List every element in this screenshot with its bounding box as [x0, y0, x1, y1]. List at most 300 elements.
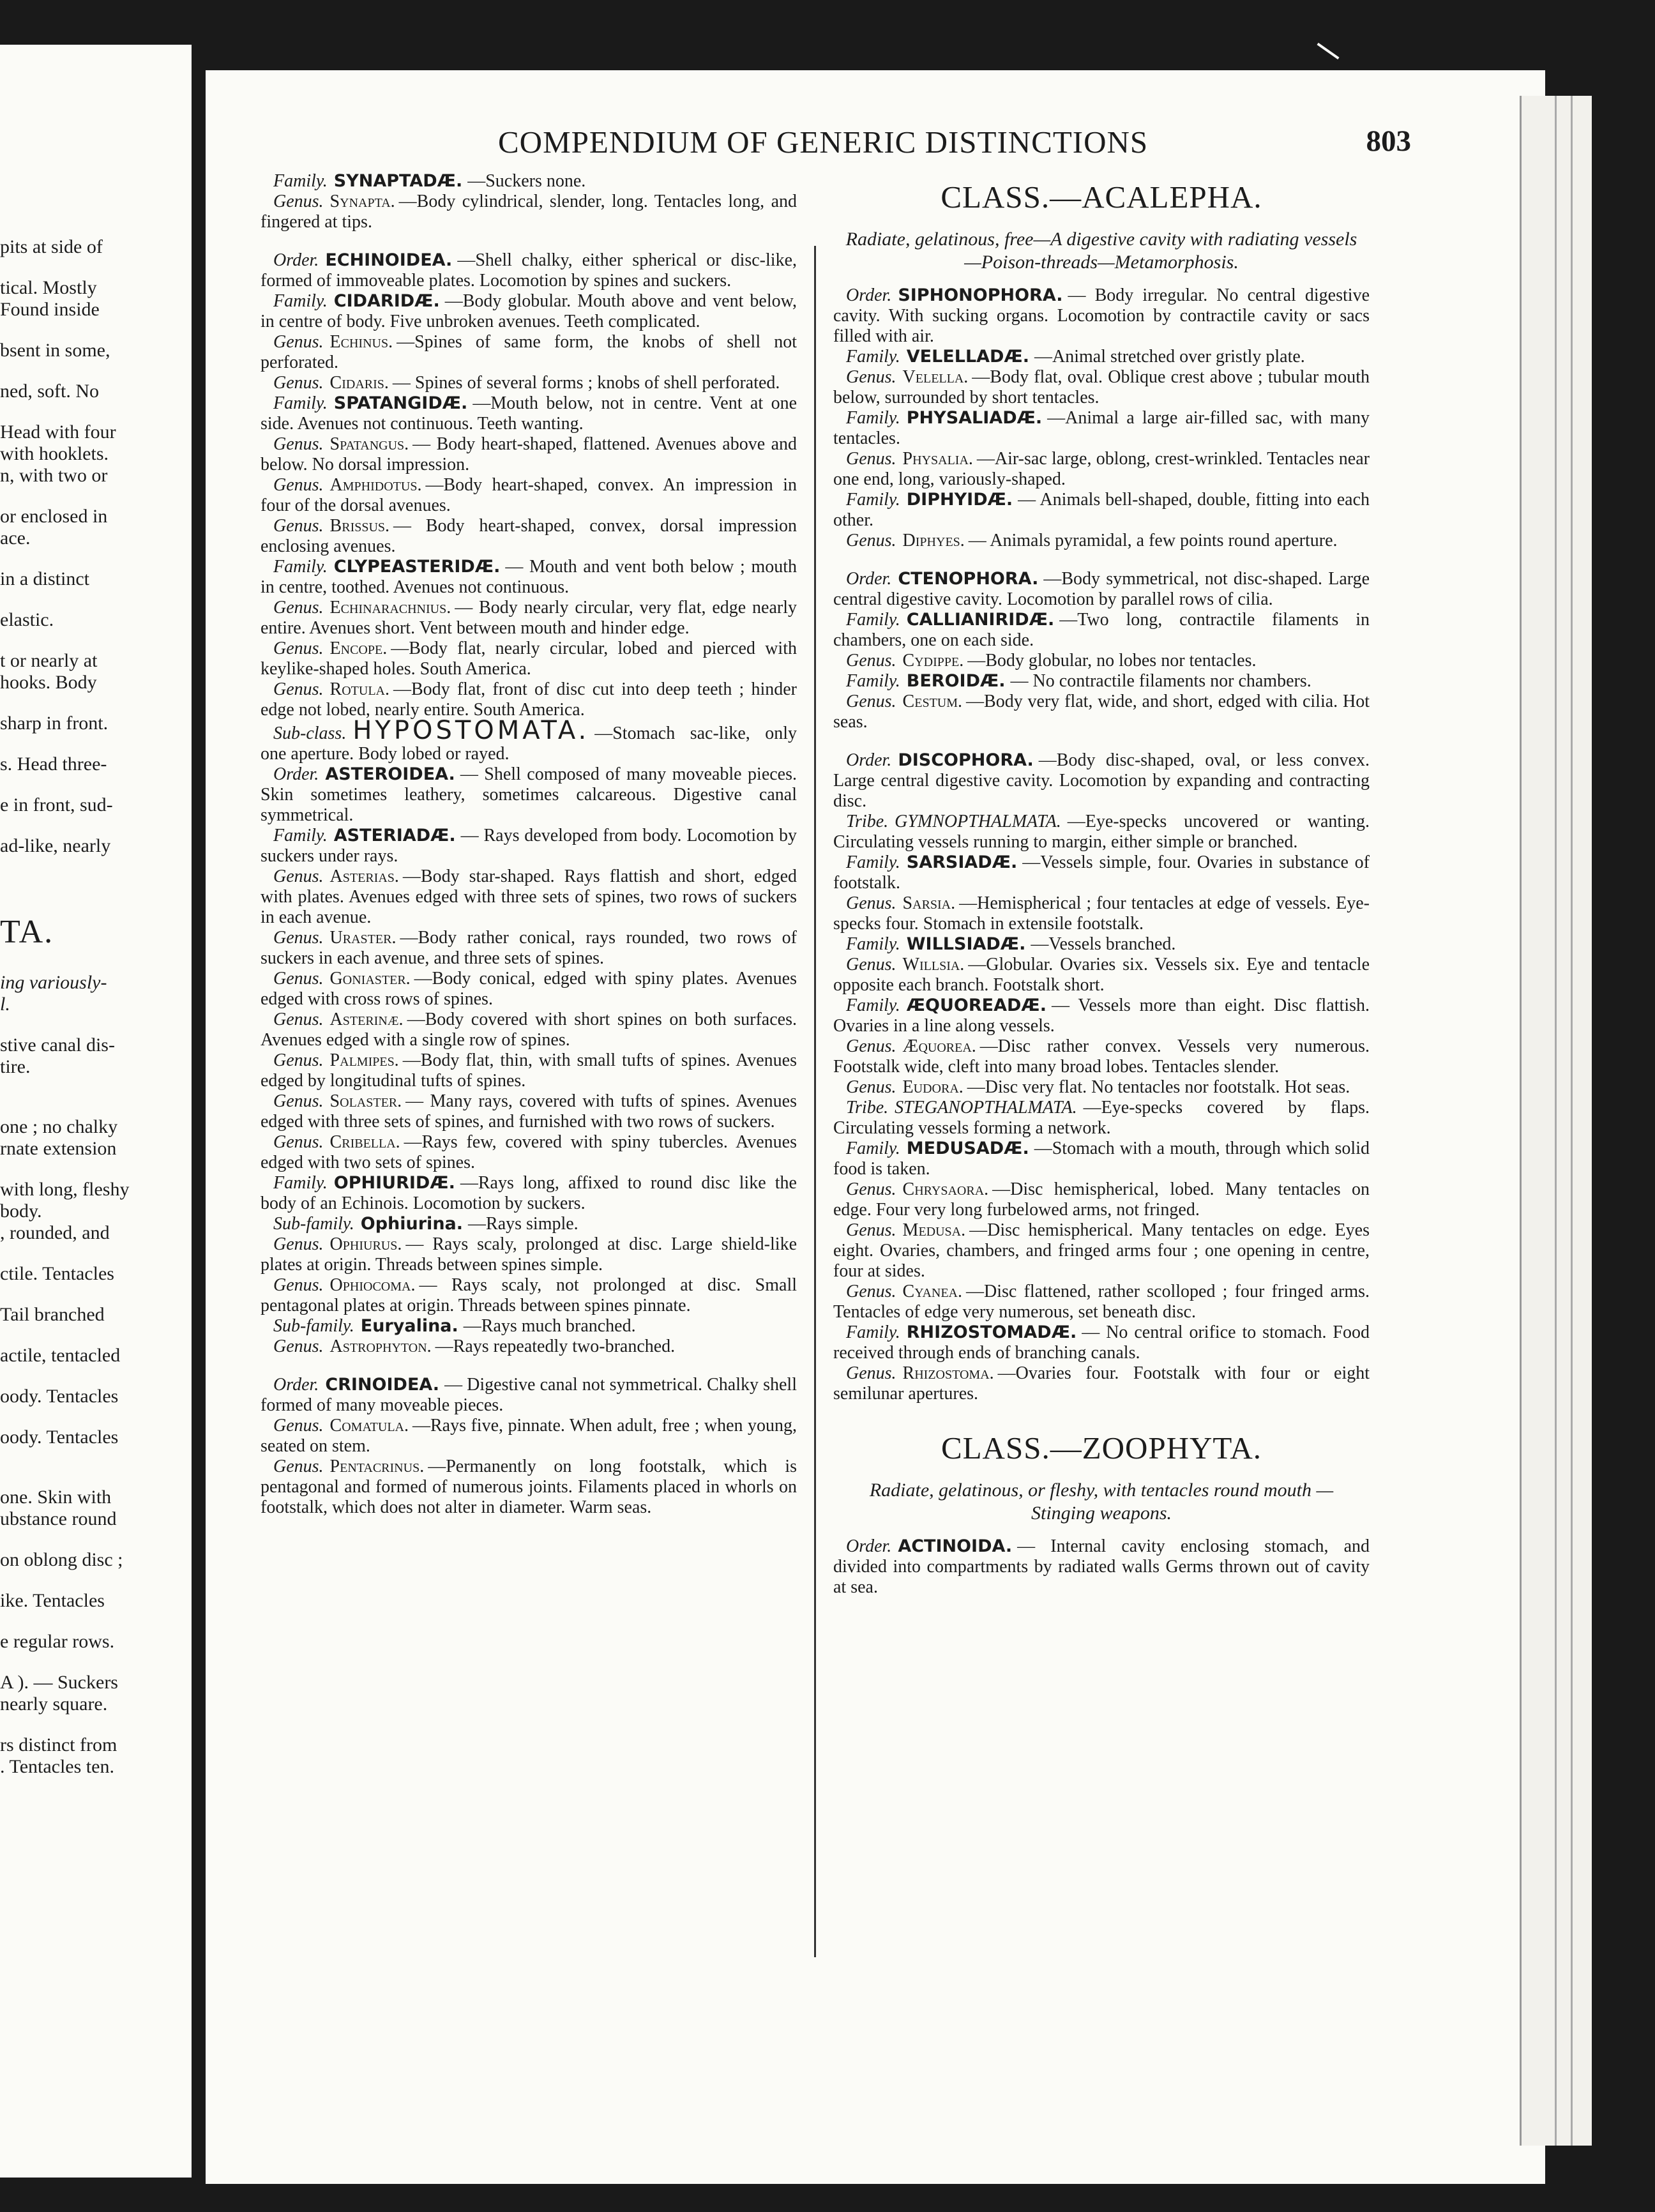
taxon-entry: [261, 969, 797, 1010]
genus-name: Cydippe.: [902, 651, 964, 670]
description-text: — Mouth and vent both below ; mouth in centre, toothed. Avenues not continuous.: [261, 557, 797, 597]
description-text: —Body symmetrical, not disc-shaped. Large central digestive cavity. Locomotion by parallel rows of cilia.: [833, 569, 1370, 609]
rank-label: Tribe.: [846, 812, 889, 831]
taxon-entry: [261, 250, 797, 291]
rank-label: Order.: [846, 285, 892, 305]
facing-page-text: t or nearly at: [0, 650, 98, 671]
genus-name: Comatula.: [329, 1416, 409, 1436]
facing-page-text: on oblong disc ;: [0, 1549, 123, 1570]
taxon-entry: [261, 373, 797, 393]
description-text: —Body flat, oval. Oblique crest above ; tubular mouth below, surrounded by short tentacles.: [833, 367, 1370, 407]
genus-name: Goniaster.: [329, 969, 411, 989]
facing-page-text: bsent in some,: [0, 340, 110, 361]
description-text: —Disc hemispherical. Many tentacles on edge. Eyes eight. Ovaries, chambers, and fringed arms four ; one opening in centre, four at sides.: [833, 1220, 1370, 1281]
description-text: —Body globular, no lobes nor tentacles.: [967, 651, 1257, 670]
genus-name: Encope.: [329, 639, 388, 658]
taxon-entry: [261, 516, 797, 557]
taxon-name: CTENOPHORA.: [898, 569, 1039, 589]
rank-label: Genus.: [846, 1179, 896, 1199]
taxon-name: ASTEROIDEA.: [325, 764, 455, 784]
tribe-name: STEGANOPTHALMATA.: [895, 1098, 1077, 1117]
description-text: —Permanently on long footstalk, which is pentagonal and formed of numerous joints. Filaments placed in whorls on footstalk, which does not alter in diameter. Warm seas.: [261, 1457, 797, 1517]
taxon-name: MEDUSADÆ.: [906, 1139, 1029, 1158]
right-column: [833, 171, 1370, 1959]
description-text: —Disc hemispherical, lobed. Many tentacles on edge. Four very long furbelowed arms, not fringed.: [833, 1179, 1370, 1220]
taxon-name: Ophiurina.: [360, 1214, 464, 1234]
rank-label: Genus.: [846, 531, 896, 550]
section-gap: [833, 1404, 1370, 1422]
rank-label: Genus.: [846, 1077, 896, 1097]
taxon-name: DISCOPHORA.: [898, 750, 1034, 770]
taxon-entry: [261, 1050, 797, 1091]
taxon-entry: [261, 1234, 797, 1275]
rank-label: Genus.: [273, 516, 324, 536]
taxon-entry: [833, 852, 1370, 893]
facing-page-text: ike. Tentacles: [0, 1590, 105, 1611]
rank-label: Genus.: [273, 1416, 324, 1436]
description-text: —Globular. Ovaries six. Vessels six. Eye and tentacle opposite each branch. Footstalk short.: [833, 955, 1370, 995]
page-edge-line: [1555, 96, 1557, 2146]
genus-name: Willsia.: [902, 955, 965, 974]
genus-name: Asterias.: [329, 867, 399, 886]
description-text: — Rays scaly, not prolonged at disc. Small pentagonal plates at origin. Threads between spines pinnate.: [261, 1275, 797, 1315]
facing-page-text: ad-like, nearly: [0, 835, 111, 856]
description-text: —Disc rather convex. Vessels very numerous. Footstalk wide, cleft into many broad lobes. Tentacles slender.: [833, 1036, 1370, 1077]
rank-label: Family.: [846, 347, 900, 367]
taxon-name: SARSIADÆ.: [906, 852, 1018, 872]
taxon-name: CIDARIDÆ.: [333, 291, 440, 311]
taxon-name: ECHINOIDEA.: [325, 250, 453, 270]
rank-label: Genus.: [846, 1363, 896, 1383]
facing-page-text: rnate extension: [0, 1138, 117, 1159]
facing-page-text: one ; no chalky: [0, 1116, 118, 1137]
taxon-entry: [261, 171, 797, 192]
genus-name: Solaster.: [329, 1091, 402, 1111]
genus-name: Ophiurus.: [329, 1234, 402, 1254]
facing-page-text: tire.: [0, 1056, 31, 1077]
taxon-entry: [261, 826, 797, 867]
rank-label: Order.: [273, 250, 319, 270]
description-text: —Stomach with a mouth, through which solid food is taken.: [833, 1139, 1370, 1179]
description-text: — Rays developed from body. Locomotion by suckers under rays.: [261, 826, 797, 866]
genus-name: Echinarachnius.: [329, 598, 451, 617]
description-text: —Rays few, covered with spiny tubercles. Avenues edged with two sets of spines.: [261, 1132, 797, 1172]
description-text: —Body flat, thin, with small tufts of spines. Avenues edged by longitudinal tufts of spines.: [261, 1050, 797, 1091]
class-heading: CLASS.—ACALEPHA.: [941, 179, 1262, 215]
taxon-entry: [261, 192, 797, 232]
rank-label: Genus.: [846, 651, 896, 670]
rank-label: Genus.: [273, 475, 324, 495]
rank-label: Genus.: [273, 373, 324, 393]
taxon-entry: [261, 1375, 797, 1416]
rank-label: Genus.: [273, 1132, 324, 1152]
description-text: —Disc very flat. No tentacles nor footstalk. Hot seas.: [967, 1077, 1350, 1097]
description-text: —Vessels simple, four. Ovaries in substance of footstalk.: [833, 852, 1370, 893]
rank-label: Family.: [273, 291, 328, 311]
class-heading: CLASS.—ZOOPHYTA.: [941, 1430, 1262, 1466]
facing-page-text: in a distinct: [0, 568, 89, 589]
genus-name: Uraster.: [329, 928, 397, 948]
rank-label: Genus.: [273, 1234, 324, 1254]
taxon-entry: [261, 867, 797, 928]
taxon-entry: [833, 569, 1370, 610]
rank-label: Order.: [846, 1536, 892, 1556]
rank-label: Genus.: [846, 692, 896, 711]
rank-label: Genus.: [273, 1275, 324, 1295]
facing-page-text: ubstance round: [0, 1508, 117, 1529]
description-text: —Shell chalky, either spherical or disc-like, formed of immoveable plates. Locomotion by spines and suckers.: [261, 250, 797, 291]
taxon-name: CALLIANIRIDÆ.: [906, 610, 1055, 630]
description-text: —Rays much branched.: [463, 1316, 636, 1336]
rank-label: Family.: [846, 1139, 900, 1158]
rank-label: Order.: [846, 750, 892, 770]
genus-name: Brissus.: [329, 516, 390, 536]
facing-page-text: ned, soft. No: [0, 381, 99, 402]
taxon-entry: [833, 1098, 1370, 1139]
rank-label: Genus.: [846, 893, 896, 913]
genus-name: Pentacrinus.: [329, 1457, 425, 1476]
facing-page-text: n, with two or: [0, 465, 108, 486]
scan-mark: [322, 0, 328, 26]
taxon-name: RHIZOSTOMADÆ.: [906, 1322, 1077, 1342]
rank-label: Family.: [846, 610, 900, 630]
genus-name: Physalia.: [902, 449, 973, 469]
facing-page-text: . Tentacles ten.: [0, 1756, 114, 1777]
description-text: —Spines of same form, the knobs of shell not perforated.: [261, 332, 797, 372]
genus-name: Synapta.: [329, 192, 395, 211]
page-edge-line: [1571, 96, 1573, 2146]
description-text: — Internal cavity enclosing stomach, and divided into compartments by radiated walls Germs thrown out of cavity at sea.: [833, 1536, 1370, 1597]
section-gap: [261, 1357, 797, 1375]
facing-page-text: s. Head three-: [0, 754, 107, 775]
description-text: — Vessels more than eight. Disc flattish. Ovaries in a line along vessels.: [833, 996, 1370, 1036]
taxon-entry: [833, 408, 1370, 449]
taxon-name: BEROIDÆ.: [906, 671, 1006, 691]
rank-label: Order.: [273, 1375, 319, 1395]
facing-page-text: ctile. Tentacles: [0, 1263, 114, 1284]
genus-name: Astrophyton.: [329, 1337, 432, 1356]
description-text: —Disc flattened, rather scolloped ; four fringed arms. Tentacles of edge very numerous, set beneath disc.: [833, 1282, 1370, 1322]
rank-label: Family.: [846, 490, 900, 510]
description-text: —Body rather conical, rays rounded, two rows of suckers in each avenue, and three sets of spines.: [261, 928, 797, 968]
section-gap: [261, 232, 797, 250]
column-rule: [814, 246, 816, 1957]
rank-label: Family.: [273, 1173, 328, 1193]
description-text: —Body covered with short spines on both surfaces. Avenues edged with a single row of spines.: [261, 1010, 797, 1050]
taxon-entry: [833, 490, 1370, 531]
taxon-entry: [261, 1416, 797, 1457]
page-number: 803: [1366, 125, 1411, 158]
rank-label: Genus.: [846, 1220, 896, 1240]
taxon-entry: [833, 651, 1370, 671]
genus-name: Cestum.: [902, 692, 963, 711]
description-text: —Rays repeatedly two-branched.: [435, 1337, 676, 1356]
facing-page-text: e regular rows.: [0, 1631, 115, 1652]
taxon-name: DIPHYIDÆ.: [906, 490, 1013, 510]
description-text: — Shell composed of many moveable pieces. Skin sometimes leathery, sometimes calcareous. Digestive canal symmetrical.: [261, 764, 797, 825]
description-text: —Body star-shaped. Rays flattish and short, edged with plates. Avenues edged with three sets of spines, two rows of suckers in each avenue.: [261, 867, 797, 927]
rank-label: Genus.: [273, 1337, 324, 1356]
taxon-entry: [833, 955, 1370, 996]
facing-page-text: , rounded, and: [0, 1222, 110, 1243]
rank-label: Genus.: [273, 1050, 324, 1070]
taxon-entry: [261, 716, 797, 764]
rank-label: Genus.: [846, 955, 896, 974]
taxon-name: ASTERIADÆ.: [333, 826, 456, 845]
taxon-entry: [833, 1322, 1370, 1363]
description-text: —Body very flat, wide, and short, edged with cilia. Hot seas.: [833, 692, 1370, 732]
facing-page-text: pits at side of: [0, 236, 103, 257]
facing-page-text: e in front, sud-: [0, 794, 113, 815]
description-text: —Hemispherical ; four tentacles at edge of vessels. Eye-specks four. Stomach in extensile footstalk.: [833, 893, 1370, 934]
rank-label: Genus.: [273, 332, 324, 352]
rank-label: Genus.: [846, 449, 896, 469]
description-text: — Spines of several forms ; knobs of shell perforated.: [392, 373, 780, 393]
taxon-entry: [833, 996, 1370, 1036]
description-text: — Body irregular. No central digestive cavity. With sucking organs. Locomotion by contractile cavity or sacs filled with air.: [833, 285, 1370, 346]
running-title: COMPENDIUM OF GENERIC DISTINCTIONS: [498, 125, 1149, 160]
taxon-entry: [833, 1077, 1370, 1098]
facing-page-text: one. Skin with: [0, 1487, 112, 1508]
taxon-name: VELELLADÆ.: [906, 347, 1030, 367]
rank-label: Sub-class.: [273, 723, 347, 743]
description-text: —Body flat, nearly circular, lobed and pierced with keylike-shaped holes. South America.: [261, 639, 797, 679]
description-text: —Eye-specks uncovered or wanting. Circulating vessels running to margin, either simple or branched.: [833, 812, 1370, 852]
description-text: — No contractile filaments nor chambers.: [1010, 671, 1311, 691]
description-text: —Eye-specks covered by flaps. Circulating vessels forming a network.: [833, 1098, 1370, 1138]
taxon-entry: [261, 291, 797, 332]
taxon-entry: [833, 812, 1370, 852]
description-text: — Rays scaly, prolonged at disc. Large shield-like plates at origin. Threads between spines simple.: [261, 1234, 797, 1275]
taxon-entry: [833, 893, 1370, 934]
genus-name: Rotula.: [329, 679, 389, 699]
taxon-entry: [261, 393, 797, 434]
taxon-entry: [261, 557, 797, 598]
description-text: —Body disc-shaped, oval, or less convex. Large central digestive cavity. Locomotion by expanding and contracting disc.: [833, 750, 1370, 811]
description-text: — Digestive canal not symmetrical. Chalky shell formed of many moveable pieces.: [261, 1375, 797, 1415]
description-text: —Suckers none.: [467, 171, 586, 191]
taxon-entry: [261, 1173, 797, 1214]
description-text: —Two long, contractile filaments in chambers, one on each side.: [833, 610, 1370, 650]
genus-name: Medusa.: [902, 1220, 966, 1240]
rank-label: Genus.: [846, 367, 896, 387]
facing-page-text: Found inside: [0, 299, 100, 320]
rank-label: Genus.: [273, 192, 324, 211]
facing-page-text: with long, fleshy: [0, 1179, 130, 1200]
facing-page-text: rs distinct from: [0, 1734, 117, 1755]
facing-page-text: stive canal dis-: [0, 1034, 115, 1056]
description-text: —Rays five, pinnate. When adult, free ; when young, seated on stem.: [261, 1416, 797, 1456]
taxon-entry: [261, 1275, 797, 1316]
taxon-name: ACTINOIDA.: [898, 1536, 1013, 1556]
rank-label: Order.: [273, 764, 319, 784]
rank-label: Sub-family.: [273, 1214, 354, 1234]
section-gap: [833, 551, 1370, 569]
taxon-entry: [833, 1139, 1370, 1179]
genus-name: Cribella.: [329, 1132, 400, 1152]
taxon-entry: [833, 1363, 1370, 1404]
rank-label: Genus.: [273, 639, 324, 658]
facing-page-text: ace.: [0, 527, 31, 549]
taxon-entry: [833, 1220, 1370, 1282]
facing-page-text: nearly square.: [0, 1693, 108, 1715]
running-head: [294, 119, 1411, 167]
taxon-entry: [261, 475, 797, 516]
scan-mark: [1317, 43, 1339, 59]
taxon-entry: [833, 1036, 1370, 1077]
genus-name: Amphidotus.: [329, 475, 422, 495]
rank-label: Genus.: [273, 679, 324, 699]
taxon-entry: [261, 639, 797, 679]
rank-label: Genus.: [273, 928, 324, 948]
rank-label: Tribe.: [846, 1098, 889, 1117]
taxon-name: CRINOIDEA.: [325, 1375, 440, 1395]
rank-label: Family.: [273, 826, 328, 845]
facing-page-text: hooks. Body: [0, 672, 97, 693]
taxon-name: ÆQUOREADÆ.: [906, 996, 1047, 1015]
description-text: —Rays long, affixed to round disc like the body of an Echinois. Locomotion by suckers.: [261, 1173, 797, 1213]
taxon-name: PHYSALIADÆ.: [906, 408, 1043, 428]
description-text: — Animals bell-shaped, double, fitting into each other.: [833, 490, 1370, 530]
rank-label: Genus.: [273, 598, 324, 617]
taxon-entry: [261, 1457, 797, 1518]
taxon-entry: [833, 750, 1370, 812]
taxon-entry: [261, 1337, 797, 1357]
description-text: — Body heart-shaped, convex, dorsal impression enclosing avenues.: [261, 516, 797, 556]
facing-page-text: tical. Mostly: [0, 277, 97, 298]
description-text: —Animal stretched over gristly plate.: [1034, 347, 1305, 367]
facing-page-text: A ). — Suckers: [0, 1672, 118, 1693]
facing-page-text: actile, tentacled: [0, 1345, 121, 1366]
facing-page-text: Head with four: [0, 421, 116, 443]
taxon-name: OPHIURIDÆ.: [333, 1173, 455, 1193]
taxon-entry: [833, 285, 1370, 347]
description-text: —Animal a large air-filled sac, with many tentacles.: [833, 408, 1370, 448]
description-text: —Body heart-shaped, convex. An impression in four of the dorsal avenues.: [261, 475, 797, 515]
facing-page-text: with hooklets.: [0, 443, 109, 464]
description-text: —Body conical, edged with spiny plates. Avenues edged with cross rows of spines.: [261, 969, 797, 1009]
taxon-entry: [261, 1316, 797, 1337]
taxon-entry: [833, 692, 1370, 732]
facing-page-text: ing variously-: [0, 972, 107, 993]
taxon-name: Euryalina.: [360, 1316, 458, 1336]
genus-name: Palmipes.: [329, 1050, 399, 1070]
description-text: — Many rays, covered with tufts of spines. Avenues edged with three sets of spines, and furnished with two rows of suckers.: [261, 1091, 797, 1132]
taxon-name: SPATANGIDÆ.: [333, 393, 468, 413]
description-text: —Stomach sac-like, only one aperture. Body lobed or rayed.: [261, 723, 797, 764]
taxon-entry: [261, 1010, 797, 1050]
taxon-entry: [833, 367, 1370, 408]
genus-name: Ophiocoma.: [329, 1275, 416, 1295]
description-text: —Vessels branched.: [1031, 934, 1176, 954]
taxon-entry: [833, 531, 1370, 551]
taxon-entry: [833, 449, 1370, 490]
rank-label: Family.: [846, 934, 900, 954]
description-text: — Body heart-shaped, flattened. Avenues above and below. No dorsal impression.: [261, 434, 797, 474]
facing-page-text: elastic.: [0, 609, 54, 630]
genus-name: Asterinæ.: [329, 1010, 404, 1029]
rank-label: Genus.: [273, 1091, 324, 1111]
genus-name: Spatangus.: [329, 434, 409, 454]
rank-label: Genus.: [273, 434, 324, 454]
taxon-entry: [833, 347, 1370, 367]
description-text: — Animals pyramidal, a few points round aperture.: [968, 531, 1338, 550]
taxon-entry: [261, 1132, 797, 1173]
description-text: —Body flat, front of disc cut into deep teeth ; hinder edge not lobed, nearly entire. South America.: [261, 679, 797, 720]
rank-label: Family.: [846, 996, 900, 1015]
description-text: —Mouth below, not in centre. Vent at one side. Avenues not continuous. Teeth wanting.: [261, 393, 797, 434]
description-text: — No central orifice to stomach. Food received through ends of branching canals.: [833, 1322, 1370, 1363]
facing-page-text: TA.: [0, 914, 54, 950]
rank-label: Family.: [846, 671, 900, 691]
facing-page-fragment: [0, 45, 192, 2178]
taxon-entry: [261, 764, 797, 826]
facing-page-text: l.: [0, 994, 10, 1015]
rank-label: Genus.: [846, 1282, 896, 1301]
taxon-entry: [261, 1214, 797, 1234]
description-text: —Air-sac large, oblong, crest-wrinkled. Tentacles near one end, long, variously-shaped.: [833, 449, 1370, 489]
facing-page-text: sharp in front.: [0, 713, 109, 734]
rank-label: Order.: [846, 569, 892, 589]
genus-name: Eudora.: [902, 1077, 964, 1097]
rank-label: Genus.: [273, 867, 324, 886]
rank-label: Family.: [846, 408, 900, 428]
rank-label: Sub-family.: [273, 1316, 354, 1336]
taxon-entry: [833, 934, 1370, 955]
facing-page-text: body.: [0, 1201, 42, 1222]
description-text: —Body cylindrical, slender, long. Tentacles long, and fingered at tips.: [261, 192, 797, 232]
class-description: Radiate, gelatinous, or fleshy, with tentacles round mouth —Stinging weapons.: [869, 1480, 1334, 1524]
rank-label: Family.: [846, 852, 900, 872]
taxon-entry: [833, 610, 1370, 651]
rank-label: Genus.: [273, 1457, 324, 1476]
class-description: Radiate, gelatinous, free—A digestive cavity with radiating vessels—Poison-threads—Metamorphosis.: [845, 229, 1357, 273]
taxon-entry: [833, 1282, 1370, 1322]
subclass-name: HYPOSTOMATA.: [352, 716, 590, 745]
taxon-entry: [833, 1536, 1370, 1598]
left-column: [261, 171, 797, 1959]
description-text: —Rays simple.: [468, 1214, 578, 1234]
taxon-entry: [261, 332, 797, 373]
genus-name: Cidaris.: [329, 373, 389, 393]
rank-label: Family.: [846, 1322, 900, 1342]
description-text: — Body nearly circular, very flat, edge nearly entire. Avenues short. Vent between mouth and hinder edge.: [261, 598, 797, 638]
genus-name: Velella.: [902, 367, 969, 387]
genus-name: Rhizostoma.: [902, 1363, 994, 1383]
taxon-entry: [833, 671, 1370, 692]
genus-name: Diphyes.: [902, 531, 965, 550]
facing-page-text: oody. Tentacles: [0, 1386, 119, 1407]
genus-name: Æquorea.: [902, 1036, 976, 1056]
genus-name: Sarsia.: [902, 893, 956, 913]
rank-label: Family.: [273, 557, 328, 577]
genus-name: Echinus.: [329, 332, 393, 352]
rank-label: Genus.: [273, 969, 324, 989]
taxon-entry: [833, 1179, 1370, 1220]
section-gap: [833, 732, 1370, 750]
rank-label: Family.: [273, 171, 328, 191]
taxon-name: CLYPEASTERIDÆ.: [333, 557, 501, 577]
tribe-name: GYMNOPTHALMATA.: [895, 812, 1061, 831]
rank-label: Genus.: [273, 1010, 324, 1029]
genus-name: Chrysaora.: [902, 1179, 989, 1199]
taxon-entry: [261, 434, 797, 475]
taxon-name: WILLSIADÆ.: [906, 934, 1026, 954]
taxon-entry: [261, 928, 797, 969]
taxon-name: SIPHONOPHORA.: [898, 285, 1063, 305]
facing-page-text: or enclosed in: [0, 506, 108, 527]
taxon-name: SYNAPTADÆ.: [333, 171, 463, 191]
